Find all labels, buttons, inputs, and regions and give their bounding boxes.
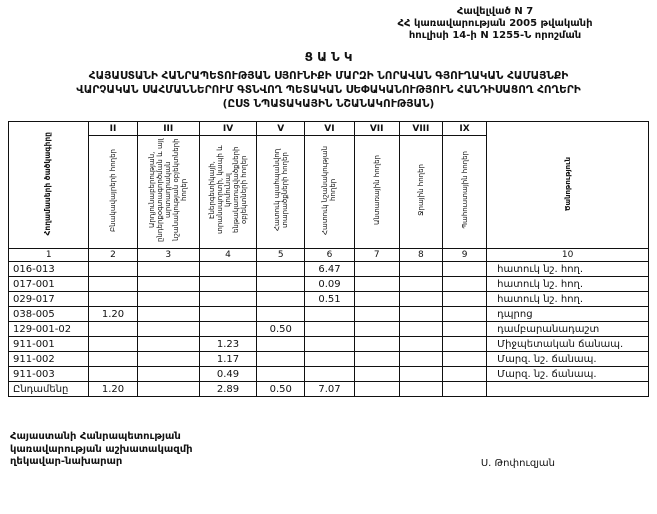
area-value-cell xyxy=(399,322,442,337)
land-code-cell: Ընդամենը xyxy=(9,382,89,397)
table-row xyxy=(9,322,649,337)
area-value-cell xyxy=(137,337,199,352)
area-value-cell xyxy=(137,277,199,292)
header-reserve-lands xyxy=(442,136,486,249)
area-value-cell xyxy=(305,322,354,337)
note-cell xyxy=(487,382,649,397)
area-value-cell: 6.47 xyxy=(305,262,354,277)
code-header-text: Հողամասերի ծածկագիրը xyxy=(43,131,53,236)
code-column-header xyxy=(9,122,89,249)
area-value-cell xyxy=(354,262,399,277)
roman-IV: IV xyxy=(199,122,256,136)
area-value-cell: 1.20 xyxy=(89,382,137,397)
area-value-cell xyxy=(399,292,442,307)
table-row xyxy=(9,337,649,352)
header-energy-transport-lands xyxy=(199,136,256,249)
land-code-cell: 911-002 xyxy=(9,352,89,367)
annex-block xyxy=(345,6,645,41)
area-value-cell xyxy=(354,367,399,382)
note-column-header xyxy=(487,122,649,249)
area-value-cell xyxy=(89,262,137,277)
col-number: 1 xyxy=(9,249,89,262)
header-water-lands xyxy=(399,136,442,249)
vertical-header-text: Պահուստային հողեր xyxy=(460,151,469,229)
area-value-cell xyxy=(137,322,199,337)
annex-line-3: հուլիսի 14-ի N 1255-Ն որոշման xyxy=(408,29,582,41)
land-code-cell: 029-017 xyxy=(9,292,89,307)
total-row xyxy=(9,382,649,397)
area-value-cell: 2.89 xyxy=(199,382,256,397)
title-line-3: (ԸՍՏ ՆՊԱՏԱԿԱՅԻՆ ՆՇԱՆԱԿՈՒԹՅԱՆ) xyxy=(222,97,435,110)
col-number: 10 xyxy=(487,249,649,262)
annex-line-2: ՀՀ կառավարության 2005 թվականի xyxy=(397,17,593,29)
title-line-1: ՀԱՅԱՍՏԱՆԻ ՀԱՆՐԱՊԵՏՈՒԹՅԱՆ ՍՅՈՒՆԻՔԻ ՄԱՐԶԻ ՆՈՐԱՎԱՆ ԳՅՈՒՂԱԿԱՆ ՀԱՄԱՅՆՔԻ xyxy=(88,69,569,82)
vertical-header-text: Ջրային հողեր xyxy=(416,164,425,216)
area-value-cell xyxy=(257,277,305,292)
roman-VI: VI xyxy=(305,122,354,136)
col-number: 9 xyxy=(442,249,486,262)
header-protected-lands xyxy=(257,136,305,249)
area-value-cell xyxy=(354,277,399,292)
area-value-cell xyxy=(89,292,137,307)
table-row xyxy=(9,307,649,322)
area-value-cell xyxy=(442,307,486,322)
area-value-cell xyxy=(89,352,137,367)
vertical-header-text: Անտառային հողեր xyxy=(372,155,381,226)
area-value-cell xyxy=(257,292,305,307)
col-number: 4 xyxy=(199,249,256,262)
area-value-cell xyxy=(199,262,256,277)
area-value-cell xyxy=(257,307,305,322)
roman-III: III xyxy=(137,122,199,136)
area-value-cell xyxy=(137,307,199,322)
area-value-cell: 0.09 xyxy=(305,277,354,292)
area-value-cell: 1.23 xyxy=(199,337,256,352)
area-value-cell xyxy=(257,352,305,367)
roman-V: V xyxy=(257,122,305,136)
area-value-cell xyxy=(199,277,256,292)
area-value-cell xyxy=(354,382,399,397)
signatory-title-line-1: Հայաստանի Հանրապետության xyxy=(10,431,181,443)
col-number: 7 xyxy=(354,249,399,262)
note-cell: Միջպետական ճանապ. xyxy=(487,337,649,352)
area-value-cell xyxy=(442,292,486,307)
area-value-cell xyxy=(137,292,199,307)
area-value-cell xyxy=(137,352,199,367)
title-line-2: ՎԱՐՉԱԿԱՆ ՍԱՀՄԱՆՆԵՐՈՒՄ ԳՏՆՎՈՂ ՊԵՏԱԿԱՆ ՍԵՓԱԿԱՆՈՒԹՅՈՒՆ ՀԱՆԴԻՍԱՑՈՂ ՀՈՂԵՐԻ xyxy=(76,83,581,96)
signatory-title-line-2: կառավարության աշխատակազմի xyxy=(10,443,193,455)
note-cell: հատուկ նշ. հող. xyxy=(487,262,649,277)
header-forest-lands xyxy=(354,136,399,249)
table-body xyxy=(9,262,649,397)
annex-line-1: Հավելված N 7 xyxy=(456,6,534,17)
land-code-cell: 911-003 xyxy=(9,367,89,382)
area-value-cell xyxy=(399,277,442,292)
land-table xyxy=(8,121,649,397)
area-value-cell xyxy=(442,352,486,367)
area-value-cell xyxy=(305,307,354,322)
table-row xyxy=(9,352,649,367)
area-value-cell xyxy=(305,337,354,352)
roman-VII: VII xyxy=(354,122,399,136)
vertical-header-text: Հատուկ պահպանվող տարածքների հողեր xyxy=(272,148,289,232)
area-value-cell xyxy=(137,262,199,277)
area-value-cell xyxy=(442,337,486,352)
note-cell: հատուկ նշ. հող. xyxy=(487,292,649,307)
area-value-cell xyxy=(399,337,442,352)
area-value-cell xyxy=(399,307,442,322)
roman-numeral-row xyxy=(9,122,649,136)
roman-II: II xyxy=(89,122,137,136)
area-value-cell: 0.50 xyxy=(257,382,305,397)
note-cell: դամբարանադաշտ xyxy=(487,322,649,337)
area-value-cell xyxy=(305,367,354,382)
signatory-title-line-3: ղեկավար-նախարար xyxy=(10,456,123,468)
table-row xyxy=(9,277,649,292)
area-value-cell xyxy=(89,322,137,337)
table-row xyxy=(9,262,649,277)
col-number: 5 xyxy=(257,249,305,262)
area-value-cell xyxy=(354,292,399,307)
area-value-cell xyxy=(354,307,399,322)
header-settlement-lands xyxy=(89,136,137,249)
land-code-cell: 129-001-02 xyxy=(9,322,89,337)
area-value-cell xyxy=(442,322,486,337)
area-value-cell xyxy=(399,262,442,277)
col-number: 3 xyxy=(137,249,199,262)
area-value-cell: 0.50 xyxy=(257,322,305,337)
area-value-cell xyxy=(399,367,442,382)
vertical-header-text: Բնակավայրերի հողեր xyxy=(108,148,117,232)
vertical-header-text: Էներգետիկայի, տրանսպորտի, կապի և կոմունալ ենթակառուցվածքների օբյեկտների հողեր xyxy=(207,145,249,235)
col-number: 8 xyxy=(399,249,442,262)
area-value-cell xyxy=(89,367,137,382)
area-value-cell xyxy=(354,352,399,367)
area-value-cell xyxy=(257,262,305,277)
land-code-cell: 017-001 xyxy=(9,277,89,292)
note-cell: Մարզ. նշ. ճանապ. xyxy=(487,367,649,382)
area-value-cell: 7.07 xyxy=(305,382,354,397)
area-value-cell: 1.20 xyxy=(89,307,137,322)
area-value-cell xyxy=(199,322,256,337)
area-value-cell xyxy=(442,277,486,292)
vertical-header-text: Հատուկ նշանակության հողեր xyxy=(321,145,338,235)
area-value-cell xyxy=(354,337,399,352)
note-cell: Մարզ. նշ. ճանապ. xyxy=(487,352,649,367)
area-value-cell xyxy=(442,367,486,382)
land-code-cell: 911-001 xyxy=(9,337,89,352)
header-industrial-lands xyxy=(137,136,199,249)
footer xyxy=(8,431,649,469)
area-value-cell xyxy=(399,382,442,397)
land-code-cell: 038-005 xyxy=(9,307,89,322)
area-value-cell: 0.51 xyxy=(305,292,354,307)
signatory-name: Ս. Թոփուզյան xyxy=(480,457,555,469)
table-row xyxy=(9,292,649,307)
header-special-purpose-lands xyxy=(305,136,354,249)
area-value-cell xyxy=(399,352,442,367)
document-caption: Ց Ա Ն Կ xyxy=(304,50,353,65)
title-block xyxy=(8,49,649,111)
area-value-cell xyxy=(442,262,486,277)
area-value-cell xyxy=(257,337,305,352)
area-value-cell xyxy=(354,322,399,337)
col-number: 2 xyxy=(89,249,137,262)
area-value-cell xyxy=(89,337,137,352)
vertical-header-text: Արդյունաբերության, ընդերքօգտագործման և այլ արտադրական նշանակության օբյեկտների հողեր xyxy=(148,138,189,242)
note-header-text: Ծանոթություն xyxy=(563,156,572,211)
area-value-cell xyxy=(257,367,305,382)
roman-VIII: VIII xyxy=(399,122,442,136)
note-cell: դպրոց xyxy=(487,307,649,322)
area-value-cell xyxy=(137,367,199,382)
area-value-cell xyxy=(305,352,354,367)
area-value-cell xyxy=(137,382,199,397)
roman-IX: IX xyxy=(442,122,486,136)
signatory-title-block xyxy=(10,431,193,469)
table-row xyxy=(9,367,649,382)
col-number: 6 xyxy=(305,249,354,262)
area-value-cell xyxy=(89,277,137,292)
area-value-cell xyxy=(199,307,256,322)
note-cell: հատուկ նշ. հող. xyxy=(487,277,649,292)
area-value-cell xyxy=(199,292,256,307)
area-value-cell: 1.17 xyxy=(199,352,256,367)
column-number-row xyxy=(9,249,649,262)
area-value-cell: 0.49 xyxy=(199,367,256,382)
land-code-cell: 016-013 xyxy=(9,262,89,277)
area-value-cell xyxy=(442,382,486,397)
